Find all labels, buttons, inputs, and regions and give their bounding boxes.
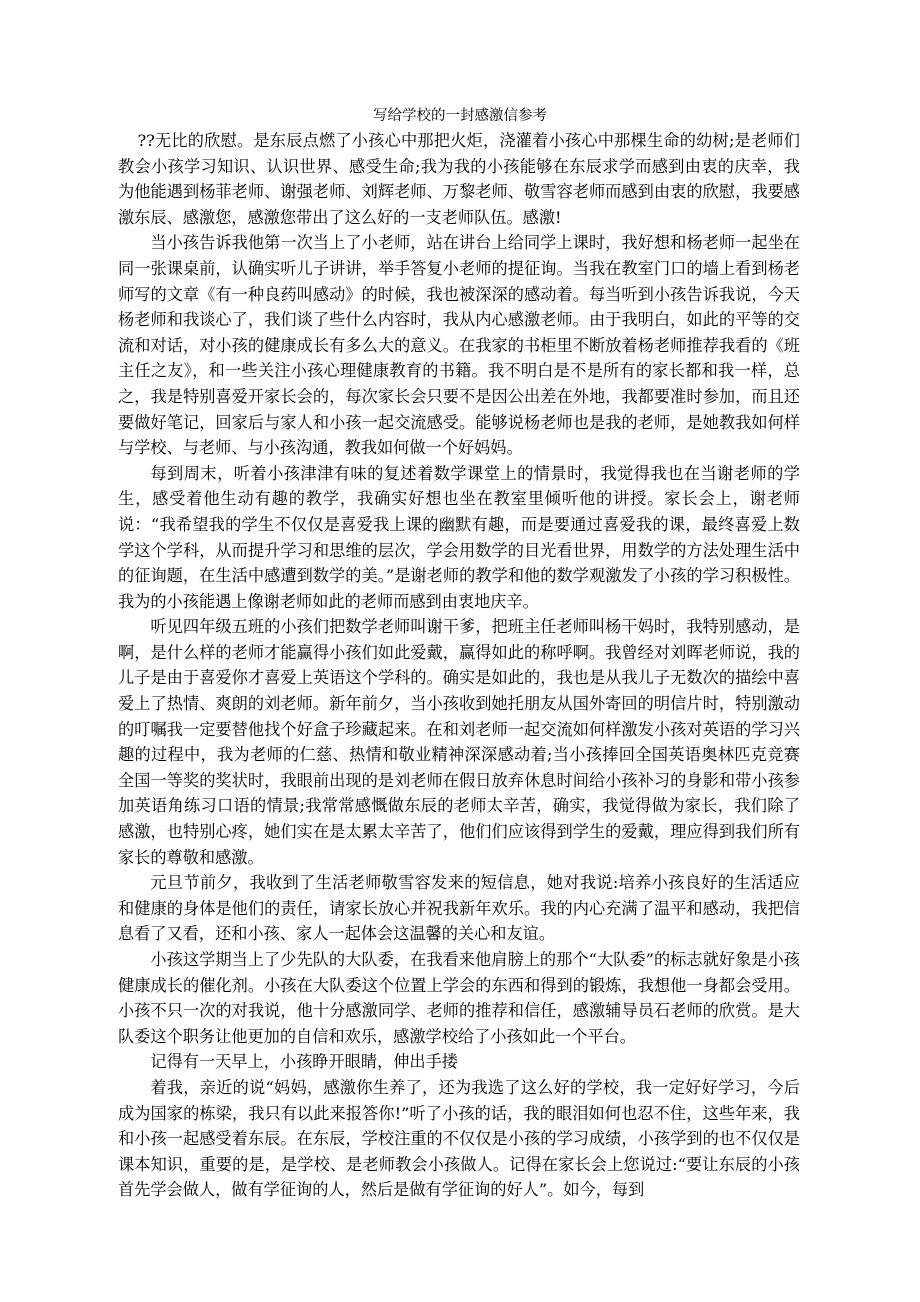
paragraph-6: 小孩这学期当上了少先队的大队委，在我看来他肩膀上的那个“大队委”的标志就好象是小孩健康成长的催化剂。小孩在大队委这个位置上学会的东西和得到的锻炼，我想他一身都会受用。小孩不只一次的对我说，他十分感激同学、老师的推荐和信任，感激辅导员石老师的欣赏。是大队委这个职务让他更加的自信和欢乐，感激学校给了小孩如此一个平台。 <box>118 950 800 1046</box>
paragraph-4: 听见四年级五班的小孩们把数学老师叫谢干爹，把班主任老师叫杨干妈时，我特别感动，是啊，是什么样的老师才能赢得小孩们如此爱戴，赢得如此的称呼啊。我曾经对刘晖老师说，我的儿子是由于喜爱你才喜爱上英语这个学科的。确实是如此的，我也是从我儿子无数次的描绘中喜爱上了热情、爽朗的刘老师。新年前夕，当小孩收到她托朋友从国外寄回的明信片时，特别激动的叮嘱我一定要替他找个好盒子珍藏起来。在和刘老师一起交流如何样激发小孩对英语的学习兴趣的过程中，我为老师的仁慈、热情和敬业精神深深感动着;当小孩捧回全国英语奥林匹克竞赛全国一等奖的奖状时，我眼前出现的是刘老师在假日放弃休息时间给小孩补习的身影和带小孩参加英语角练习口语的情景;我常常感慨做东辰的老师太辛苦，确实，我觉得做为家长，我们除了感激，也特别心疼，她们实在是太累太辛苦了，他们们应该得到学生的爱戴，理应得到我们所有家长的尊敬和感激。 <box>118 617 800 867</box>
paragraph-2: 当小孩告诉我他第一次当上了小老师，站在讲台上给同学上课时，我好想和杨老师一起坐在同一张课桌前，认确实听儿子讲讲，举手答复小老师的提征询。当我在教室门口的墙上看到杨老师写的文章《有一种良药叫感动》的时候，我也被深深的感动着。每当听到小孩告诉我说，今天杨老师和我谈心了，我们谈了些什么内容时，我从内心感激老师。由于我明白，如此的平等的交流和对话，对小孩的健康成长有多么大的意义。在我家的书柜里不断放着杨老师推荐我看的《班主任之友》，和一些关注小孩心理健康教育的书籍。我不明白是不是所有的家长都和我一样，总之，我是特别喜爱开家长会的，每次家长会只要不是因公出差在外地，我都要准时参加，而且还要做好笔记，回家后与家人和小孩一起交流感受。能够说杨老师也是我的老师，是她教我如何样与学校、与老师、与小孩沟通，教我如何做一个好妈妈。 <box>118 233 800 458</box>
paragraph-8: 着我，亲近的说“妈妈，感激你生养了，还为我选了这么好的学校，我一定好好学习，今后成为国家的栋梁，我只有以此来报答你!”听了小孩的话，我的眼泪如何也忍不住，这些年来，我和小孩一起感受着东辰。在东辰，学校注重的不仅仅是小孩的学习成绩，小孩学到的也不仅仅是课本知识，重要的是，是学校、是老师教会小孩做人。记得在家长会上您说过:“要让东辰的小孩首先学会做人，做有学征询的人，然后是做有学征询的好人”。如今，每到 <box>118 1077 800 1200</box>
paragraph-3: 每到周末，听着小孩津津有味的复述着数学课堂上的情景时，我觉得我也在当谢老师的学生，感受着他生动有趣的教学，我确实好想也坐在教室里倾听他的讲授。家长会上，谢老师说：“我希望我的学生不仅仅是喜爱我上课的幽默有趣，而是要通过喜爱我的课，最终喜爱上数学这个学科，从而提升学习和思维的层次，学会用数学的目光看世界，用数学的方法处理生活中的征询题，在生活中感遭到数学的美。”是谢老师的教学和他的数学观激发了小孩的学习积极性。我为的小孩能遇上像谢老师如此的老师而感到由衷地庆辛。 <box>118 463 800 611</box>
paragraph-1: ??无比的欣慰。是东辰点燃了小孩心中那把火炬，浇灌着小孩心中那棵生命的幼树;是老师们教会小孩学习知识、认识世界、感受生命;我为我的小孩能够在东辰求学而感到由衷的庆幸，我为他能遇到杨菲老师、谢强老师、刘辉老师、万黎老师、敬雪容老师而感到由衷的欣慰，我要感激东辰、感激您，感激您带出了这么好的一支老师队伍。感激! <box>118 131 800 227</box>
paragraph-5: 元旦节前夕，我收到了生活老师敬雪容发来的短信息，她对我说:培养小孩良好的生活适应和健康的身体是他们的责任，请家长放心并祝我新年欢乐。我的内心充满了温平和感动，我把信息看了又看，还和小孩、家人一起体会这温馨的关心和友谊。 <box>118 873 800 944</box>
document-body <box>118 128 800 1203</box>
paragraph-7: 记得有一天早上，小孩睁开眼睛，伸出手搂 <box>150 1052 458 1072</box>
document-title: 写给学校的一封感激信参考 <box>373 108 547 124</box>
